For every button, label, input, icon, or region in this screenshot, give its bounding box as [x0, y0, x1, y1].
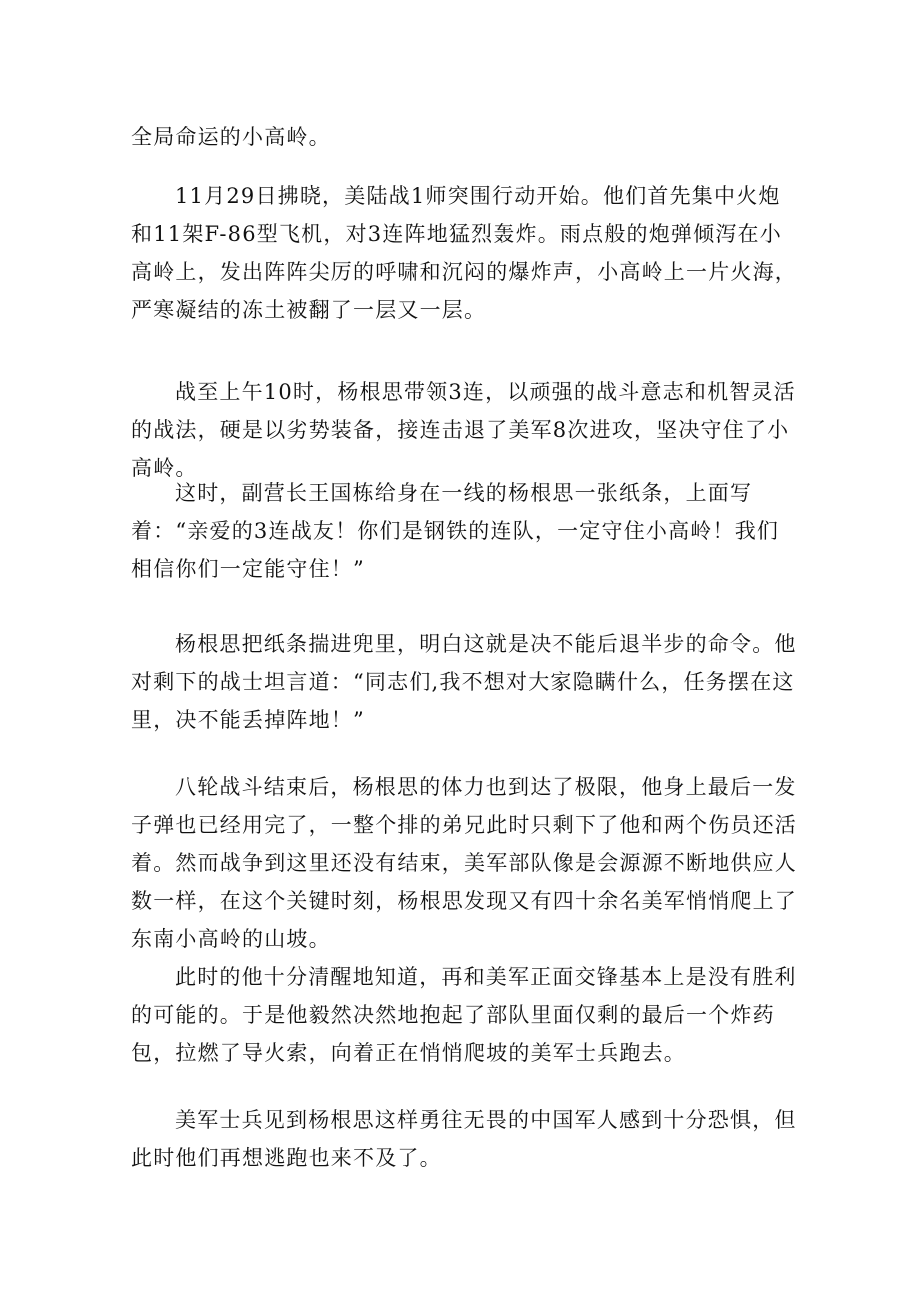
paragraph-6: 八轮战斗结束后，杨根思的体力也到达了极限，他身上最后一发子弹也已经用完了，一整个排的弟兄此时只剩下了他和两个伤员还活着。然而战争到这里还没有结束，美军部队像是会源源不断地供应人数一样，在这个关键时刻，杨根思发现又有四十余名美军悄悄爬上了东南小高岭的山坡。 [131, 775, 797, 951]
paragraph-4: 这时，副营长王国栋给身在一线的杨根思一张纸条，上面写着：“亲爱的3连战友！你们是钢铁的连队，一定守住小高岭！我们相信你们一定能守住！” [131, 481, 780, 581]
paragraph-2: 11月29日拂晓，美陆战1师突围行动开始。他们首先集中火炮和11架F-86型飞机，对3连阵地猛烈轰炸。雨点般的炮弹倾泻在小高岭上，发出阵阵尖厉的呼啸和沉闷的爆炸声，小高岭上一片火海，严寒凝结的冻土被翻了一层又一层。 [131, 184, 797, 322]
paragraph-8: 美军士兵见到杨根思这样勇往无畏的中国军人感到十分恐惧，但此时他们再想逃跑也来不及了。 [131, 1108, 797, 1170]
paragraph-3: 战至上午10时，杨根思带领3连，以顽强的战斗意志和机智灵活的战法，硬是以劣势装备，接连击退了美军8次进攻，坚决守住了小高岭。 [131, 380, 796, 480]
paragraph-7: 此时的他十分清醒地知道，再和美军正面交锋基本上是没有胜利的可能的。于是他毅然决然地抱起了部队里面仅剩的最后一个炸药包，拉燃了导火索，向着正在悄悄爬坡的美军士兵跑去。 [131, 965, 797, 1065]
paragraph-1: 全局命运的小高岭。 [131, 125, 331, 149]
paragraph-5: 杨根思把纸条揣进兜里，明白这就是决不能后退半步的命令。他对剩下的战士坦言道：“同志们,我不想对大家隐瞒什么，任务摆在这里，决不能丢掉阵地！” [131, 632, 797, 732]
